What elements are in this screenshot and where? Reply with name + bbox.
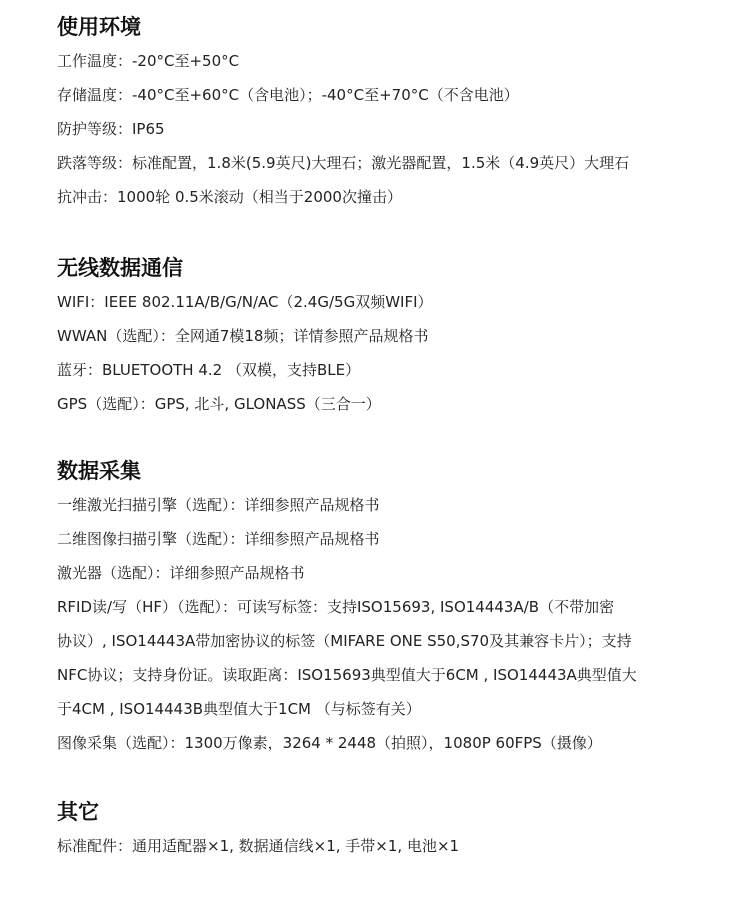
spec-line-1d-scanner: 一维激光扫描引擎（选配）：详细参照产品规格书 bbox=[57, 496, 380, 514]
section-wireless bbox=[57, 253, 737, 421]
spec-line-impact: 抗冲击：1000轮 0.5米滚动（相当于2000次撞击） bbox=[57, 188, 402, 206]
spec-line-2d-scanner: 二维图像扫描引擎（选配）：详细参照产品规格书 bbox=[57, 530, 380, 548]
section-title-other: 其它 bbox=[57, 800, 99, 824]
spec-line-wifi: WIFI：IEEE 802.11A/B/G/N/AC（2.4G/5G双频WIFI） bbox=[57, 293, 433, 311]
section-title-wireless: 无线数据通信 bbox=[57, 256, 183, 280]
capture-specs bbox=[57, 488, 737, 760]
spec-line-drop-rating: 跌落等级：标准配置，1.8米(5.9英尺)大理石；激光器配置，1.5米（4.9英尺）大理石 bbox=[57, 154, 630, 172]
section-title-environment: 使用环境 bbox=[57, 15, 141, 39]
spec-line-storage-temp: 存储温度：-40°C至+60°C（含电池）；-40°C至+70°C（不含电池） bbox=[57, 86, 519, 104]
spec-line-laser: 激光器（选配）：详细参照产品规格书 bbox=[57, 564, 305, 582]
spec-line-camera: 图像采集（选配）：1300万像素，3264 * 2448（拍照），1080P 60FPS（摄像） bbox=[57, 734, 602, 752]
spec-line-operating-temp: 工作温度：-20°C至+50°C bbox=[57, 52, 240, 70]
environment-specs bbox=[57, 44, 737, 214]
spec-line-rfid-3: NFC协议；支持身份证。读取距离：ISO15693典型值大于6CM , ISO14443A典型值大 bbox=[57, 666, 637, 684]
section-data-capture bbox=[57, 456, 737, 760]
section-environment bbox=[57, 12, 737, 214]
wireless-specs bbox=[57, 285, 737, 421]
spec-line-rfid-1: RFID读/写（HF）（选配）：可读写标签：支持ISO15693, ISO14443A/B（不带加密 bbox=[57, 598, 615, 616]
spec-line-wwan: WWAN（选配）：全网通7模18频；详情参照产品规格书 bbox=[57, 327, 429, 345]
spec-line-accessories: 标准配件：通用适配器×1, 数据通信线×1, 手带×1, 电池×1 bbox=[57, 837, 460, 855]
spec-line-rfid-2: 协议）, ISO14443A带加密协议的标签（MIFARE ONE S50,S70及其兼容卡片）；支持 bbox=[57, 632, 632, 650]
spec-line-protection-rating: 防护等级：IP65 bbox=[57, 120, 165, 138]
spec-line-bluetooth: 蓝牙：BLUETOOTH 4.2 （双模，支持BLE） bbox=[57, 361, 361, 379]
other-specs bbox=[57, 829, 737, 863]
section-other bbox=[57, 797, 737, 863]
spec-line-rfid-4: 于4CM , ISO14443B典型值大于1CM （与标签有关） bbox=[57, 700, 421, 718]
section-title-data-capture: 数据采集 bbox=[57, 459, 141, 483]
spec-line-gps: GPS（选配）：GPS, 北斗, GLONASS（三合一） bbox=[57, 395, 381, 413]
